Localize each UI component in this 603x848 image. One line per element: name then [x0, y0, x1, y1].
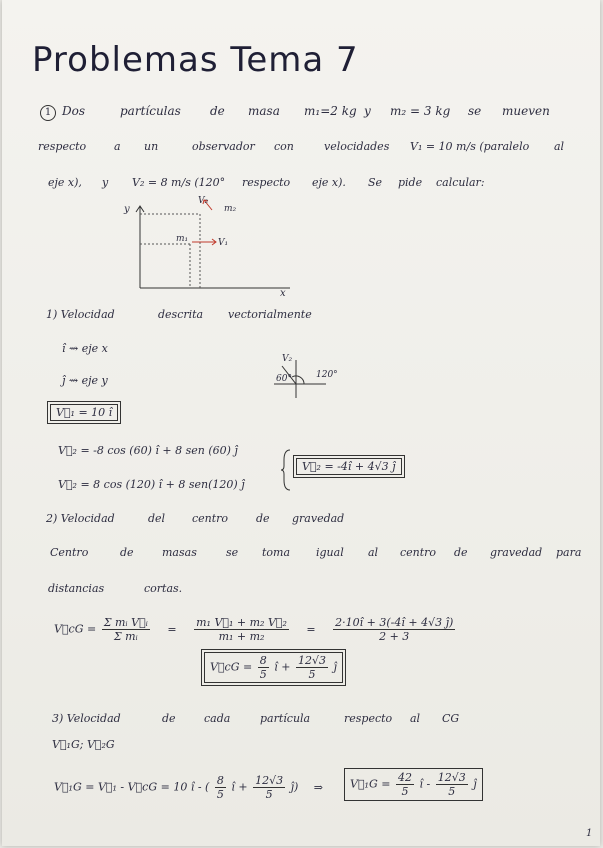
- section2-text: cortas.: [144, 582, 183, 595]
- section2-text: Centro: [50, 546, 89, 559]
- v1g-equation: V⃗₁G = V⃗₁ - V⃗cG = 10 î - ( $\frac{8}{5}$ î + $\frac{12√3}{5}$ ĵ) ⇒: [54, 774, 324, 801]
- page-number: 1: [586, 828, 593, 839]
- section3-variables: V⃗₁G; V⃗₂G: [52, 738, 115, 751]
- section2-text: distancias: [48, 582, 105, 595]
- section3-heading: 3) Velocidad: [52, 712, 121, 725]
- statement-word: mueven: [502, 104, 550, 118]
- notebook-page: [2, 0, 600, 846]
- vcg-result: V⃗cG = $\frac{8}{5}$ î + $\frac{12√3}{5}$ ĵ: [204, 652, 343, 683]
- statement-word: Dos: [62, 104, 86, 118]
- statement-word: V₂ = 8 m/s (120°: [132, 176, 226, 189]
- section3-heading: al: [410, 712, 421, 725]
- x-axis-label: x: [280, 288, 286, 299]
- axes-diagram: [120, 196, 300, 306]
- section2-heading: de: [256, 512, 270, 525]
- statement-word: al: [554, 140, 565, 153]
- section2-heading: 2) Velocidad: [46, 512, 115, 525]
- section2-text: masas: [162, 546, 197, 559]
- statement-word: respecto: [38, 140, 87, 153]
- v2-label: V₂: [198, 196, 209, 206]
- statement-word: eje x),: [48, 176, 82, 189]
- statement-word: pide: [398, 176, 423, 189]
- section2-text: para: [556, 546, 582, 559]
- statement-word: de: [210, 104, 225, 118]
- v2-equation-a: V⃗₂ = -8 cos (60) î + 8 sen (60) ĵ: [58, 444, 238, 457]
- section3-heading: cada: [204, 712, 231, 725]
- sketch-120-label: 120°: [316, 370, 338, 380]
- section2-text: de: [120, 546, 134, 559]
- section2-text: igual: [316, 546, 344, 559]
- section2-heading: gravedad: [292, 512, 345, 525]
- brace: [280, 448, 294, 492]
- j-definition: ĵ ⇝ eje y: [62, 374, 108, 387]
- section2-heading: centro: [192, 512, 229, 525]
- v2-result: V⃗₂ = -4î + 4√3 ĵ: [296, 458, 402, 475]
- statement-word: masa: [248, 104, 280, 118]
- vcg-formula: V⃗cG = $\frac{\text{Σ mᵢ V⃗ᵢ}}{\text{Σ mᵢ}}$ = $\frac{\text{m₁ V⃗₁ + m₂ V⃗₂}}{\text{m₁ + m₂}}$ = $\frac{2\cdot 10î + 3(-4î + 4√3 ĵ)}{2 + 3}$: [54, 616, 454, 643]
- v2-equation-b: V⃗₂ = 8 cos (120) î + 8 sen(120) ĵ: [58, 478, 245, 491]
- sketch-v2-label: V₂: [282, 354, 293, 364]
- y-axis-label: y: [124, 204, 130, 215]
- section2-text: de: [454, 546, 468, 559]
- statement-word: partículas: [120, 104, 181, 118]
- statement-word: se: [468, 104, 482, 118]
- v1g-result: V⃗₁G = $\frac{42}{5}$ î - $\frac{12√3}{5}$ ĵ: [344, 768, 483, 801]
- statement-word: V₁ = 10 m/s (paralelo: [410, 140, 530, 153]
- statement-word: eje x).: [312, 176, 346, 189]
- section2-text: gravedad: [490, 546, 543, 559]
- v1-label: V₁: [218, 238, 229, 248]
- statement-word: respecto: [242, 176, 291, 189]
- statement-word: velocidades: [324, 140, 390, 153]
- section2-text: toma: [262, 546, 291, 559]
- section1-heading: 1) Velocidad: [46, 308, 115, 321]
- problem-number: 1: [40, 104, 56, 121]
- section3-heading: partícula: [260, 712, 311, 725]
- statement-word: a: [114, 140, 121, 153]
- section1-heading: vectorialmente: [228, 308, 312, 321]
- m2-label: m₂: [224, 204, 237, 214]
- statement-word: un: [144, 140, 159, 153]
- v1-result: V⃗₁ = 10 î: [50, 404, 118, 421]
- page-title: Problemas Tema 7: [32, 40, 359, 80]
- section2-text: al: [368, 546, 379, 559]
- statement-word: m₂ = 3 kg: [390, 104, 451, 118]
- statement-word: observador: [192, 140, 255, 153]
- section1-heading: descrita: [158, 308, 204, 321]
- section3-heading: CG: [442, 712, 460, 725]
- statement-word: calcular:: [436, 176, 485, 189]
- section3-heading: respecto: [344, 712, 393, 725]
- statement-word: con: [274, 140, 294, 153]
- section2-text: se: [226, 546, 239, 559]
- sketch-60-label: 60°: [276, 374, 292, 384]
- statement-word: y: [364, 104, 371, 118]
- m1-label: m₁: [176, 234, 189, 244]
- i-definition: î ⇝ eje x: [62, 342, 108, 355]
- statement-word: Se: [368, 176, 383, 189]
- statement-word: m₁=2 kg: [304, 104, 357, 118]
- section2-heading: del: [148, 512, 166, 525]
- statement-word: y: [102, 176, 109, 189]
- section3-heading: de: [162, 712, 176, 725]
- section2-text: centro: [400, 546, 437, 559]
